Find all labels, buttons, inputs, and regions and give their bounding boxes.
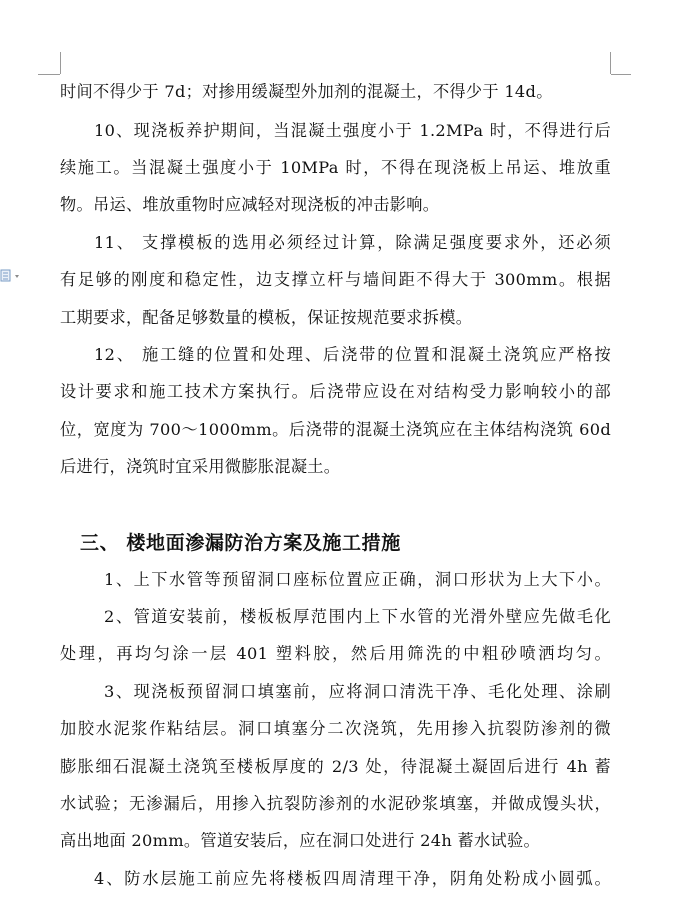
body-line-6: 有足够的刚度和稳定性，边支撑立杆与墙间距不得大于 300mm。根据 bbox=[60, 270, 611, 289]
body-line-11: 后进行，浇筑时宜采用微膨胀混凝土。 bbox=[60, 457, 341, 476]
section-line-7: 水试验；无渗漏后，用掺入抗裂防渗剂的水泥砂浆填塞，并做成馒头状， bbox=[60, 794, 611, 813]
section-line-5: 加胶水泥浆作粘结层。洞口填塞分二次浇筑，先用掺入抗裂防渗剂的微 bbox=[60, 719, 611, 738]
section-line-3: 处理，再均匀涂一层 401 塑料胶，然后用筛洗的中粗砂喷洒均匀。 bbox=[60, 644, 611, 663]
section-line-8: 高出地面 20mm。管道安装后，应在洞口处进行 24h 蓄水试验。 bbox=[60, 831, 540, 850]
body-line-3: 续施工。当混凝土强度小于 10MPa 时，不得在现浇板上吊运、堆放重 bbox=[60, 158, 611, 177]
section-line-9: 4、防水层施工前应先将楼板四周清理干净，阴角处粉成小圆弧。 bbox=[94, 869, 611, 888]
body-line-9: 设计要求和施工技术方案执行。后浇带应设在对结构受力影响较小的部 bbox=[60, 382, 611, 401]
crop-mark-top-right-vertical bbox=[610, 52, 611, 74]
section-line-1: 1、上下水管等预留洞口座标位置应正确，洞口形状为上大下小。 bbox=[104, 570, 611, 589]
crop-mark-top-left-vertical bbox=[60, 52, 61, 74]
body-line-2: 10、现浇板养护期间，当混凝土强度小于 1.2MPa 时，不得进行后 bbox=[94, 121, 611, 140]
body-line-7: 工期要求，配备足够数量的模板，保证按规范要求拆模。 bbox=[60, 308, 473, 327]
section-line-6: 膨胀细石混凝土浇筑至楼板厚度的 2/3 处，待混凝土凝固后进行 4h 蓄 bbox=[60, 757, 611, 776]
paragraph-options-icon[interactable] bbox=[0, 268, 26, 284]
section-line-2: 2、管道安装前，楼板板厚范围内上下水管的光滑外壁应先做毛化 bbox=[104, 607, 611, 626]
body-line-8: 12、 施工缝的位置和处理、后浇带的位置和混凝土浇筑应严格按 bbox=[94, 345, 611, 364]
body-line-5: 11、 支撑模板的选用必须经过计算，除满足强度要求外，还必须 bbox=[94, 233, 611, 252]
section-line-4: 3、现浇板预留洞口填塞前，应将洞口清洗干净、毛化处理、涂刷 bbox=[104, 682, 611, 701]
section-heading: 三、 楼地面渗漏防治方案及施工措施 bbox=[80, 532, 401, 554]
body-line-4: 物。吊运、堆放重物时应减轻对现浇板的冲击影响。 bbox=[60, 195, 440, 214]
crop-mark-top-left bbox=[38, 74, 60, 75]
crop-mark-top-right bbox=[611, 74, 631, 75]
body-line-10: 位，宽度为 700～1000mm。后浇带的混凝土浇筑应在主体结构浇筑 60d bbox=[60, 420, 611, 439]
body-line-1: 时间不得少于 7d；对掺用缓凝型外加剂的混凝土，不得少于 14d。 bbox=[60, 82, 553, 101]
